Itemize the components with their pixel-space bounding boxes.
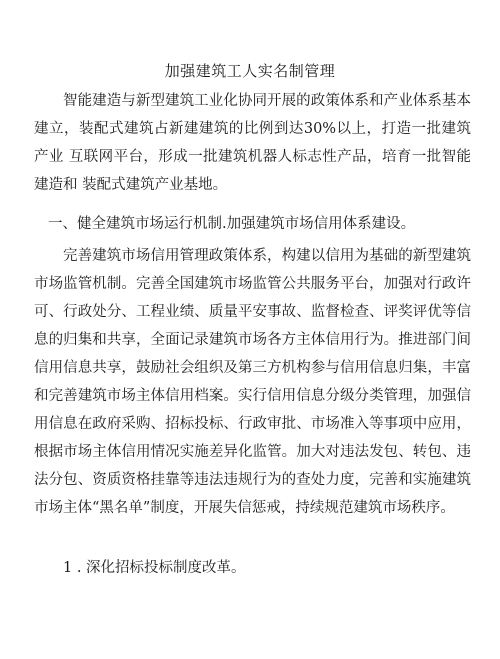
- paragraph-credit-system: 完善建筑市场信用管理政策体系，构建以信用为基础的新型建筑 市场监管机制。完善全国建筑市场监管公共服务平台，加强对行政许 可、行政处分、工程业绩、质量平安事故、监督检查、评奖评优等信 息的归集和共享，全面记录建筑市场各方主体信用行为。推进部门间 信用信息共享，鼓励社会组织及第三方机构参与信用信息归集，丰富 和完善建筑市场主体信用档案。实行信用信息分级分类管理，加强信 用信息在政府采购、招标投标、行政审批、市场准入等事项中应用， 根据市场主体信用情况实施差异化监管。加大对违法发包、转包、违 法分包、资质资格挂靠等违法违规行为的查处力度，完善和实施建筑 市场主体“黑名单”制度，开展失信惩戒，持续规范建筑市场秩序。: [34, 248, 471, 516]
- document-title: 加强建筑工人实名制管理: [164, 62, 336, 80]
- section-heading-1: 一、健全建筑市场运行机制.加强建筑市场信用体系建设。: [48, 216, 416, 232]
- paragraph-intro: 智能建造与新型建筑工业化协同开展的政策体系和产业体系基本 建立，装配式建筑占新建建筑的比例到达30%以上，打造一批建筑产业 互联网平台，形成一批建筑机器人标志性产品，培育一批智能建造和 装配式建筑产业基地。: [34, 93, 471, 193]
- subsection-heading-1: 1 . 深化招标投标制度改革。: [63, 560, 246, 576]
